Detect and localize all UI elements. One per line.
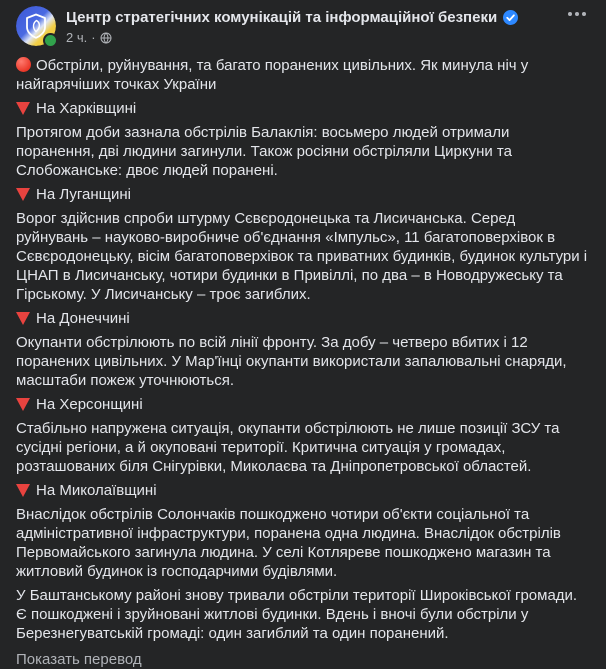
region-heading: На Херсонщині [16,395,590,414]
red-circle-emoji [16,57,31,72]
verified-badge-icon [503,10,518,25]
timestamp-link[interactable]: 2 ч. [66,30,88,45]
header-info [66,6,556,45]
red-triangle-emoji [16,188,30,201]
region-heading: На Харківщині [16,99,590,118]
red-triangle-emoji [16,102,30,115]
region-heading: На Миколаївщині [16,481,590,500]
region-heading: На Луганщині [16,185,590,204]
post-paragraph: Внаслідок обстрілів Солончаків пошкоджено чотири об'єкти соціальної та адміністративної інфраструктури, поранена одна людина. Внаслідок обстрілів Первомайського загинула людина. У селі Котляреве пошкоджено магазин та житловий будинок із господарчими будівлями. [16,506,561,580]
globe-icon [100,32,112,44]
avatar[interactable] [16,6,56,46]
meta-separator: · [91,30,96,45]
red-triangle-emoji [16,312,30,325]
red-triangle-emoji [16,398,30,411]
page-name-link[interactable]: Центр стратегічних комунікацій та інформаційної безпеки [66,9,498,26]
post-paragraph: Ворог здійснив спроби штурму Сєвєродонецька та Лисичанська. Серед руйнувань – науково-виробниче об'єднання «Імпульс», 11 багатоповерхівок в Сєвєродонецьку, вісім багатоповерхівок та приватних будинків, будинок культури і ЦНАП в Лисичанську, чотири будинки в Привіллі, по два – в Новодружеську та Гірському. У Лисичанську – троє загиблих. [16,210,588,303]
region-heading: На Донеччині [16,309,590,328]
more-options-button[interactable] [556,6,590,22]
red-triangle-emoji [16,484,30,497]
post-header [16,6,590,46]
translate-link[interactable]: Показать перевод [16,651,142,668]
post-paragraph: Стабільно напружена ситуація, окупанти обстрілюють не лише позиції ЗСУ та сусідні регіони, а й окуповані території. Критична ситуація у громадах, розташованих біля Снігурівки, Миколаєва та Дніпропетровської областей. [16,420,560,475]
online-status-dot [43,33,58,48]
post-paragraph: Обстріли, руйнування, та багато поранених цивільних. Як минула ніч у найгарячіших точках України [16,57,529,93]
post-paragraph: Окупанти обстрілюють по всій лінії фронту. За добу – четверо вбитих і 12 поранених цивільних. У Мар'їнці окупанти використали запалювальні снаряди, масштаби пожеж уточнюються. [16,334,567,389]
more-options-icon [568,12,572,16]
post-text [16,56,590,643]
post-paragraph: У Баштанському районі знову тривали обстріли території Широківської громади. Є пошкоджені і зруйновані житлові будинки. Вдень і вночі були обстріли у Березнегуватській громаді: один загиблий та один поранений. [16,587,578,642]
post-paragraph: Протягом доби зазнала обстрілів Балаклія: восьмеро людей отримали поранення, дві людини загинули. Також росіяни обстріляли Циркуни та Слобожанське: двоє людей поранені. [16,124,512,179]
